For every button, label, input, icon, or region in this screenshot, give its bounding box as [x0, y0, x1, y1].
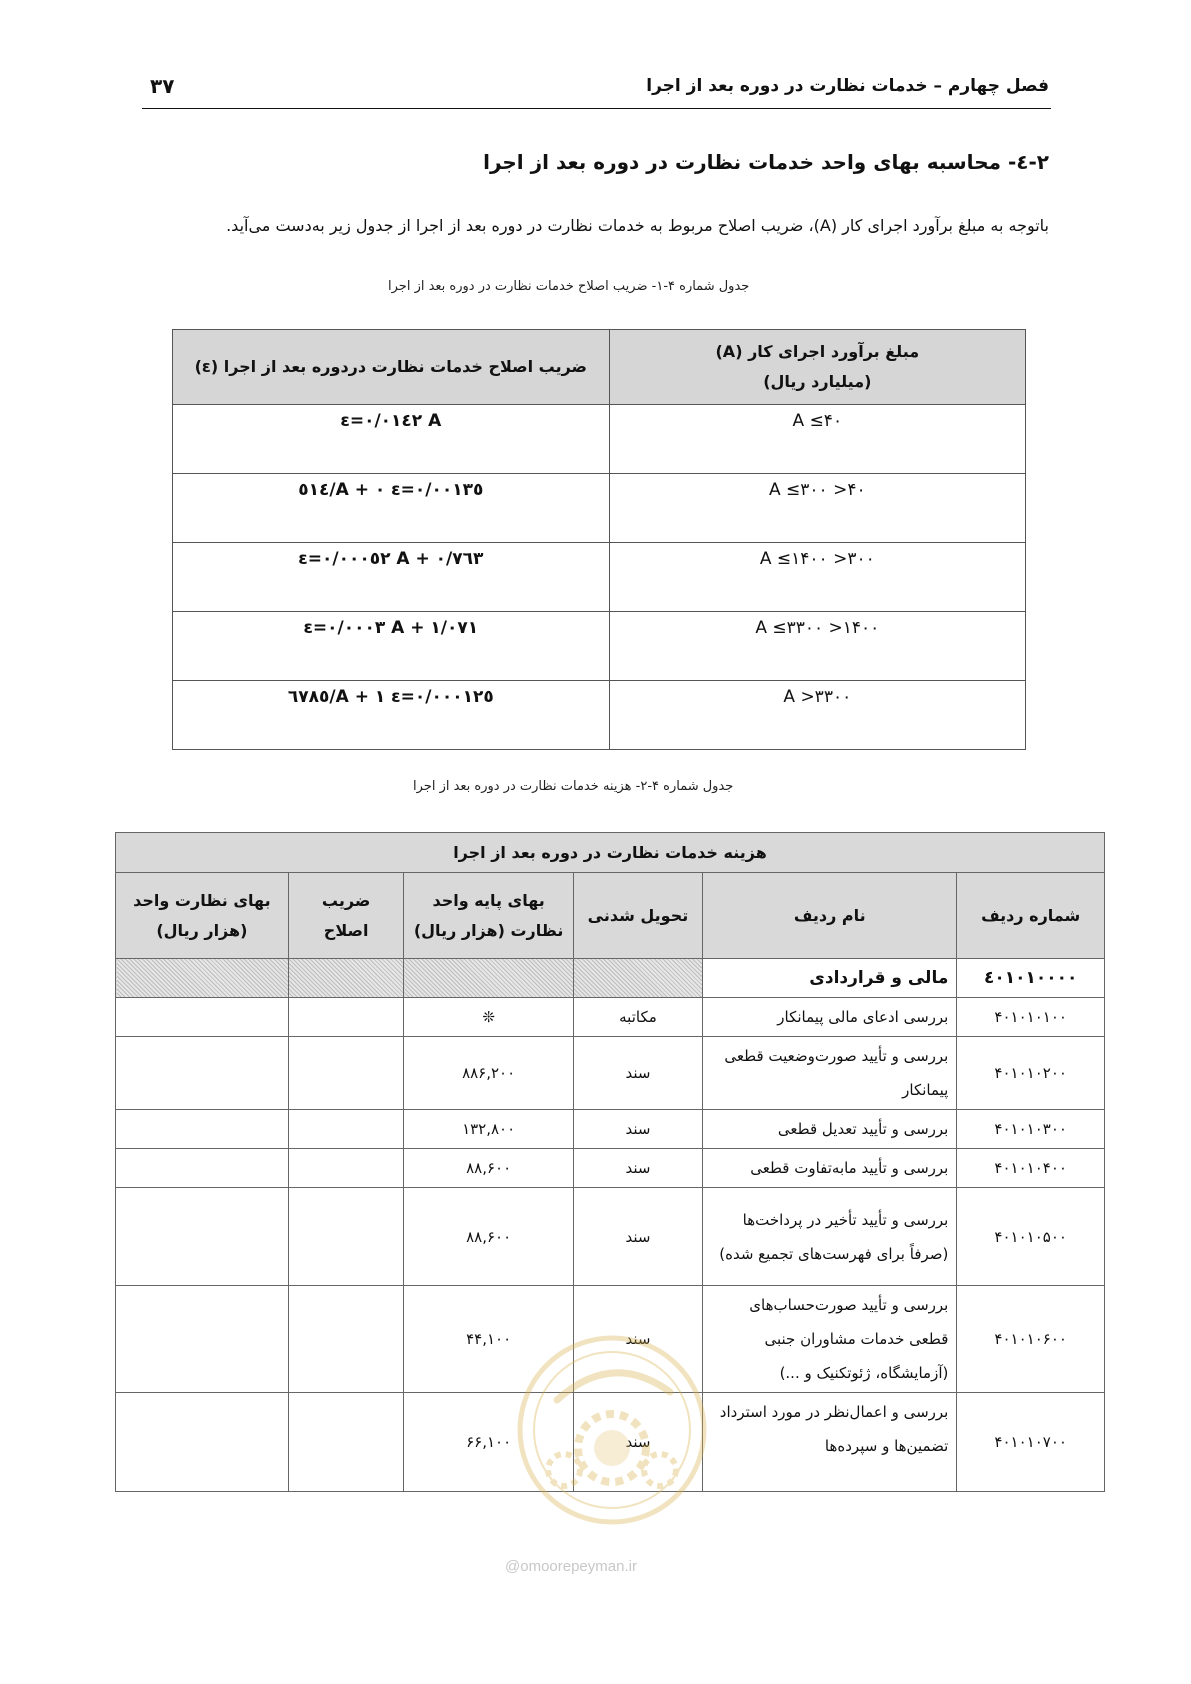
hatched-cell	[288, 959, 404, 998]
header-coef-line1: ضریب	[321, 890, 371, 910]
group-code: ٤۰۱۰۱۰۰۰۰	[957, 959, 1105, 998]
formula-cell: ε=۰/۰۰۰۳ A + ۱/۰۷۱	[173, 612, 610, 681]
row-unit: مکاتبه	[573, 998, 702, 1037]
table-row	[116, 1149, 1105, 1188]
row-code: ۴۰۱۰۱۰۴۰۰	[957, 1149, 1105, 1188]
row-base-price: ❊	[404, 998, 573, 1037]
hatched-cell	[404, 959, 573, 998]
table-row	[116, 1188, 1105, 1286]
row-name: بررسی و تأیید صورت‌وضعیت قطعی پیمانکار	[703, 1037, 957, 1110]
formula-cell: ε=۰/۰۰۱۳٥ A + ۰/٥۱٤	[173, 474, 610, 543]
table-row	[116, 998, 1105, 1037]
row-code: ۴۰۱۰۱۰۵۰۰	[957, 1188, 1105, 1286]
row-price	[116, 1110, 289, 1149]
table1-header-range-line2: (میلیارد ریال)	[763, 372, 872, 391]
row-unit: سند	[573, 1393, 702, 1492]
range-cell: ۱۴۰۰< A ≤۳۳۰۰	[609, 612, 1025, 681]
row-coef	[288, 1110, 404, 1149]
row-base-price: ۸۸۶,۲۰۰	[404, 1037, 573, 1110]
table-row	[173, 474, 1026, 543]
row-price	[116, 1037, 289, 1110]
group-row	[116, 959, 1105, 998]
row-unit: سند	[573, 1110, 702, 1149]
formula-cell: ε=۰/۰۱٤۲ A	[173, 405, 610, 474]
row-unit: سند	[573, 1286, 702, 1393]
row-unit: سند	[573, 1037, 702, 1110]
header-rule	[142, 108, 1051, 109]
range-cell: ۳۰۰< A ≤۱۴۰۰	[609, 543, 1025, 612]
row-code: ۴۰۱۰۱۰۳۰۰	[957, 1110, 1105, 1149]
header-base-line1: بهای پایه واحد	[432, 890, 545, 910]
header-code: شماره ردیف	[957, 873, 1105, 959]
row-coef	[288, 1037, 404, 1110]
row-code: ۴۰۱۰۱۰۶۰۰	[957, 1286, 1105, 1393]
row-price	[116, 1188, 289, 1286]
row-coef	[288, 1188, 404, 1286]
row-coef	[288, 998, 404, 1037]
row-name: بررسی و تأیید صورت‌حساب‌های قطعی خدمات مشاوران جنبی (آزمایشگاه، ژئوتکنیک و ...)	[703, 1286, 957, 1393]
chapter-title: فصل چهارم – خدمات نظارت در دوره بعد از اجرا	[646, 76, 1049, 96]
correction-factor-table	[172, 329, 1026, 750]
row-base-price: ۱۳۲,۸۰۰	[404, 1110, 573, 1149]
row-name: بررسی و تأیید تعدیل قطعی	[703, 1110, 957, 1149]
range-cell: ۴۰< A ≤۳۰۰	[609, 474, 1025, 543]
range-cell: A >۳۳۰۰	[609, 681, 1025, 750]
row-coef	[288, 1393, 404, 1492]
watermark-url: @omoorepeyman.ir	[505, 1558, 637, 1575]
page-number: ۳۷	[150, 74, 175, 98]
table-row	[116, 1037, 1105, 1110]
section-title: ۲-٤- محاسبه بهای واحد خدمات نظارت در دوره بعد از اجرا	[483, 150, 1049, 174]
table1-header-range	[609, 330, 1025, 405]
header-price-line1: بهای نظارت واحد	[133, 890, 271, 910]
row-code: ۴۰۱۰۱۰۷۰۰	[957, 1393, 1105, 1492]
row-price	[116, 998, 289, 1037]
row-unit: سند	[573, 1149, 702, 1188]
row-name: بررسی و تأیید مابه‌تفاوت قطعی	[703, 1149, 957, 1188]
hatched-cell	[116, 959, 289, 998]
table-row	[173, 612, 1026, 681]
row-base-price: ۸۸,۶۰۰	[404, 1149, 573, 1188]
table2-caption: جدول شماره ۴-۲- هزینه خدمات نظارت در دوره بعد از اجرا	[413, 779, 734, 794]
header-unit: تحویل شدنی	[573, 873, 702, 959]
row-code: ۴۰۱۰۱۰۲۰۰	[957, 1037, 1105, 1110]
table1-header-range-line1: مبلغ برآورد اجرای کار (A)	[715, 342, 920, 361]
row-name: بررسی و تأیید تأخیر در پرداخت‌ها (صرفاً برای فهرست‌های تجمیع شده)	[703, 1188, 957, 1286]
row-price	[116, 1393, 289, 1492]
intro-paragraph: باتوجه به مبلغ برآورد اجرای کار (A)، ضریب اصلاح مربوط به خدمات نظارت در دوره بعد از اجرا از جدول زیر به‌دست می‌آید.	[226, 216, 1049, 235]
table2-title: هزینه خدمات نظارت در دوره بعد از اجرا	[116, 833, 1105, 873]
row-unit: سند	[573, 1188, 702, 1286]
header-base-price	[404, 873, 573, 959]
hatched-cell	[573, 959, 702, 998]
formula-cell: ε=۰/۰۰۰۱۲٥ A + ۱/٦۷۸٥	[173, 681, 610, 750]
row-coef	[288, 1286, 404, 1393]
row-base-price: ۸۸,۶۰۰	[404, 1188, 573, 1286]
table1-header-coef: ضریب اصلاح خدمات نظارت دردوره بعد از اجرا (ε)	[173, 330, 610, 405]
row-base-price: ۶۶,۱۰۰	[404, 1393, 573, 1492]
header-coef	[288, 873, 404, 959]
range-cell: A ≤۴۰	[609, 405, 1025, 474]
row-price	[116, 1286, 289, 1393]
header-coef-line2: اصلاح	[323, 920, 369, 940]
row-name: بررسی و اعمال‌نظر در مورد استرداد تضمین‌ها و سپرده‌ها	[703, 1393, 957, 1492]
header-name: نام ردیف	[703, 873, 957, 959]
row-coef	[288, 1149, 404, 1188]
header-base-line2: نظارت (هزار ریال)	[413, 920, 564, 940]
header-price-line2: (هزار ریال)	[156, 920, 248, 940]
formula-cell: ε=۰/۰۰۰٥۲ A + ۰/۷٦۳	[173, 543, 610, 612]
table1-header-row	[173, 330, 1026, 405]
table1-caption: جدول شماره ۴-۱- ضریب اصلاح خدمات نظارت در دوره بعد از اجرا	[388, 279, 750, 294]
group-name: مالی و قراردادی	[703, 959, 957, 998]
row-price	[116, 1149, 289, 1188]
table-row	[116, 1110, 1105, 1149]
table2-title-row	[116, 833, 1105, 873]
table2-header-row	[116, 873, 1105, 959]
table-row	[173, 681, 1026, 750]
table-row	[173, 543, 1026, 612]
row-base-price: ۴۴,۱۰۰	[404, 1286, 573, 1393]
row-code: ۴۰۱۰۱۰۱۰۰	[957, 998, 1105, 1037]
table-row	[173, 405, 1026, 474]
row-name: بررسی ادعای مالی پیمانکار	[703, 998, 957, 1037]
watermark-seal-icon	[512, 1330, 712, 1530]
header-unit-price	[116, 873, 289, 959]
